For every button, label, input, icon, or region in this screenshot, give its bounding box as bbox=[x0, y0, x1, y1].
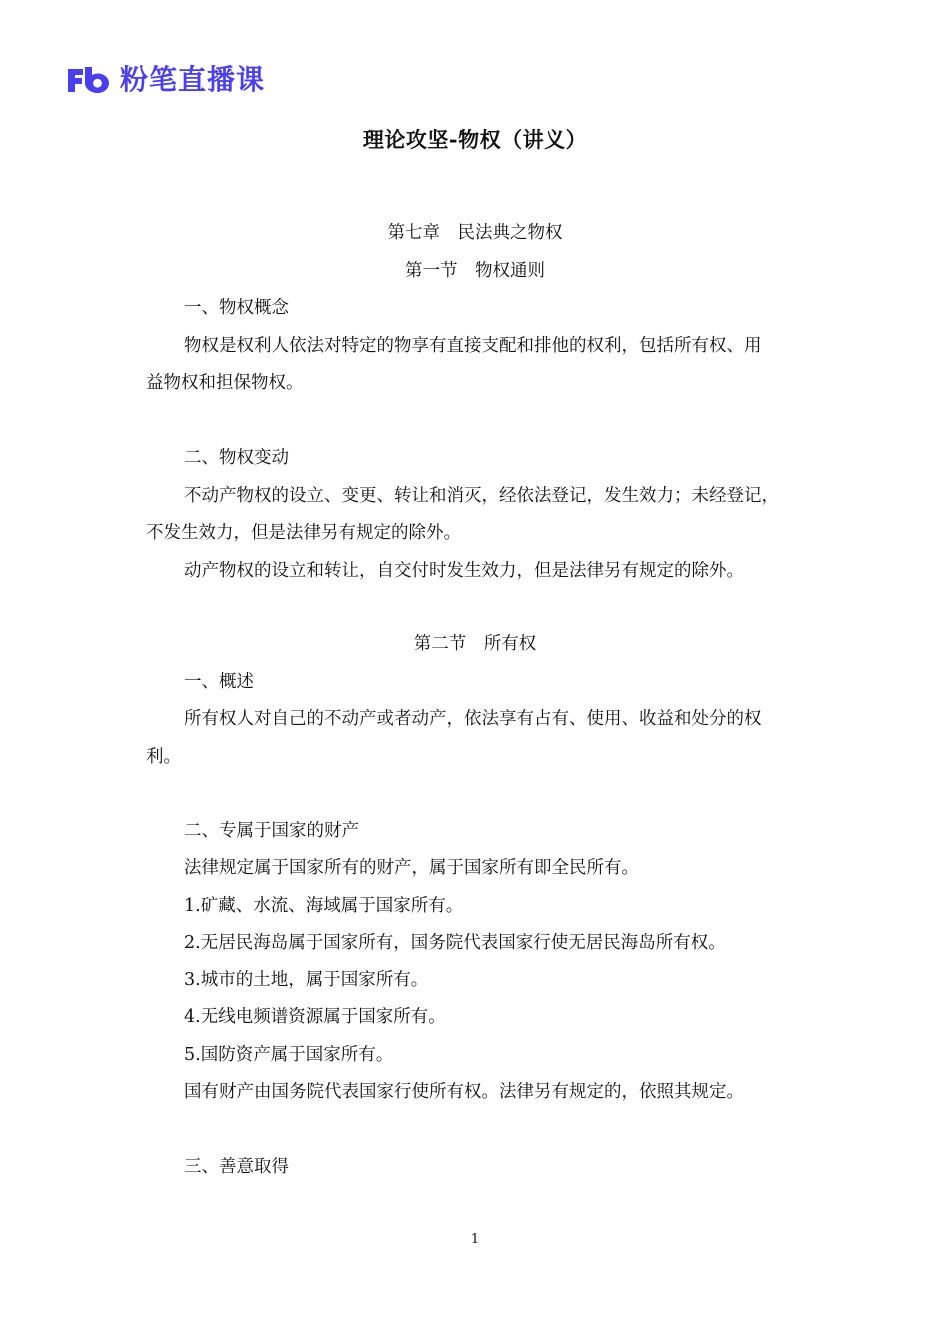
brand-logo bbox=[66, 62, 265, 98]
list-item: 5.国防资产属于国家所有。 bbox=[184, 1045, 394, 1065]
section2-heading: 第二节 所有权 bbox=[413, 634, 537, 654]
s2-item2-outro: 国有财产由国务院代表国家行使所有权。法律另有规定的，依照其规定。 bbox=[184, 1082, 744, 1102]
list-item: 3.城市的土地，属于国家所有。 bbox=[184, 970, 429, 990]
s2-item2-heading: 二、专属于国家的财产 bbox=[184, 821, 359, 841]
s1-item2-paragraph2: 动产物权的设立和转让，自交付时发生效力，但是法律另有规定的除外。 bbox=[184, 561, 744, 581]
s2-item1-heading: 一、概述 bbox=[184, 672, 254, 692]
list-item: 2.无居民海岛属于国家所有，国务院代表国家行使无居民海岛所有权。 bbox=[184, 933, 726, 953]
section1-heading: 第一节 物权通则 bbox=[405, 261, 545, 281]
s1-item2-paragraph1-line1: 不动产物权的设立、变更、转让和消灭，经依法登记，发生效力；未经登记， bbox=[184, 486, 779, 506]
s2-item1-paragraph-line1: 所有权人对自己的不动产或者动产，依法享有占有、使用、收益和处分的权 bbox=[184, 709, 762, 729]
s1-item2-paragraph1-line2: 不发生效力，但是法律另有规定的除外。 bbox=[146, 523, 461, 543]
fb-logo-icon bbox=[66, 65, 112, 95]
page-title: 理论攻坚-物权（讲义） bbox=[362, 127, 588, 152]
s1-item1-paragraph-line2: 益物权和担保物权。 bbox=[146, 373, 304, 393]
s1-item1-heading: 一、物权概念 bbox=[184, 298, 289, 318]
s1-item1-paragraph-line1: 物权是权利人依法对特定的物享有直接支配和排他的权利，包括所有权、用 bbox=[184, 336, 762, 356]
s2-item2-intro: 法律规定属于国家所有的财产，属于国家所有即全民所有。 bbox=[184, 858, 639, 878]
list-item: 4.无线电频谱资源属于国家所有。 bbox=[184, 1007, 446, 1027]
chapter-heading: 第七章 民法典之物权 bbox=[387, 223, 563, 243]
s1-item2-heading: 二、物权变动 bbox=[184, 448, 289, 468]
list-item: 1.矿藏、水流、海域属于国家所有。 bbox=[184, 896, 464, 916]
logo-text: 粉笔直播课 bbox=[120, 63, 266, 96]
s2-item1-paragraph-line2: 利。 bbox=[146, 747, 181, 767]
page-number: 1 bbox=[470, 1232, 480, 1247]
s2-item3-heading: 三、善意取得 bbox=[184, 1157, 289, 1177]
